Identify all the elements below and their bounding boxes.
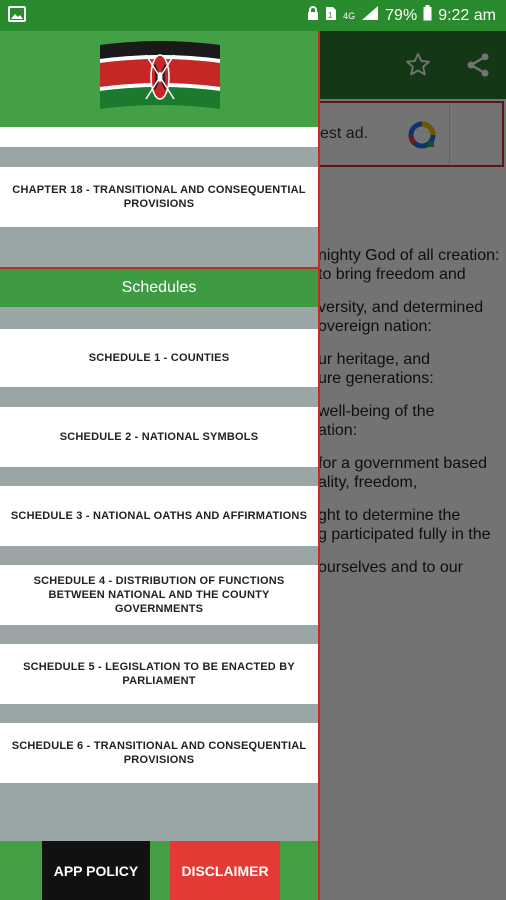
menu-item-chapter-18[interactable] — [0, 167, 318, 227]
menu-item-label: SCHEDULE 6 - TRANSITIONAL AND CONSEQUENTIAL PROVISIONS — [11, 740, 307, 766]
menu-item-label: SCHEDULE 5 - LEGISLATION TO BE ENACTED BY PARLIAMENT — [23, 661, 295, 687]
schedules-header-label: Schedules — [121, 279, 197, 296]
navigation-drawer — [0, 31, 320, 900]
signal-icon — [361, 5, 379, 26]
menu-item-schedule-4[interactable] — [0, 565, 318, 625]
app-policy-label: APP POLICY — [53, 862, 139, 879]
menu-item-label: CHAPTER 18 - TRANSITIONAL AND CONSEQUENTIAL PROVISIONS — [12, 184, 306, 210]
disclaimer-button[interactable] — [170, 841, 280, 900]
menu-item-schedule-3[interactable] — [0, 486, 318, 546]
drawer-footer — [0, 841, 320, 900]
gallery-icon — [8, 6, 26, 27]
menu-item-schedule-6[interactable] — [0, 723, 318, 783]
menu-item-label: SCHEDULE 2 - NATIONAL SYMBOLS — [59, 431, 259, 443]
battery-percent: 79% — [385, 6, 418, 24]
drawer-menu[interactable] — [0, 127, 320, 841]
menu-item-label: SCHEDULE 1 - COUNTIES — [88, 352, 230, 364]
battery-icon — [423, 5, 432, 26]
menu-item-schedule-5[interactable] — [0, 644, 318, 704]
sim-icon — [325, 6, 337, 26]
svg-text:1: 1 — [328, 10, 333, 20]
menu-card-partial[interactable] — [0, 127, 318, 147]
lock-icon — [307, 6, 319, 26]
disclaimer-label: DISCLAIMER — [181, 862, 269, 879]
menu-item-label: SCHEDULE 3 - NATIONAL OATHS AND AFFIRMATIONS — [10, 510, 308, 522]
menu-item-schedule-1[interactable] — [0, 329, 318, 387]
clock: 9:22 am — [438, 6, 496, 24]
network-type: 4G — [343, 10, 356, 21]
status-bar — [0, 0, 506, 31]
menu-item-schedule-2[interactable] — [0, 407, 318, 467]
drawer-header — [0, 31, 320, 127]
kenya-flag-icon — [98, 39, 222, 126]
schedules-header — [0, 267, 318, 307]
app-policy-button[interactable] — [42, 841, 150, 900]
menu-item-label: SCHEDULE 4 - DISTRIBUTION OF FUNCTIONS BETWEEN NATIONAL AND THE COUNTY GOVERNMENTS — [33, 575, 285, 615]
